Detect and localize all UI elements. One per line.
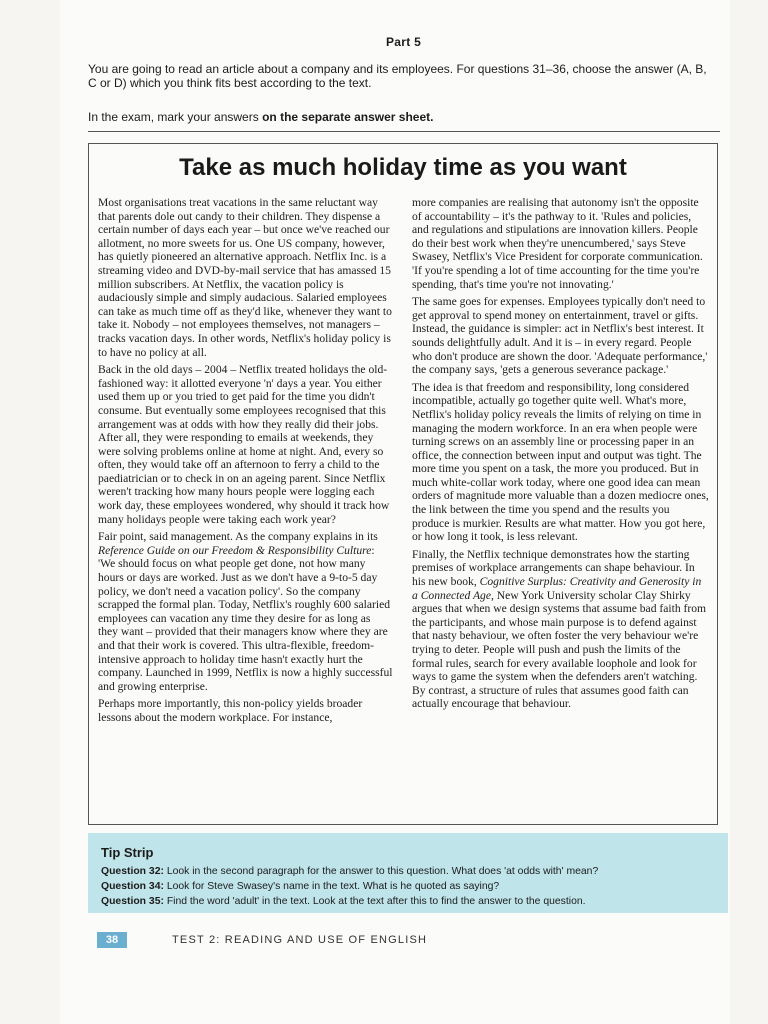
article-paragraph: Most organisations treat vacations in the same reluctant way that parents dole out candy to their children. They dispense a certain number of days each year – but once we've reached our allotment, no more sweets for us. One US company, however, has quietly pioneered an alternative approach. Netflix Inc. is a streaming video and DVD-by-mail service that has amassed 15 million subscribers. At Netflix, the vacation policy is audaciously simple and simply audacious. Salaried employees can take as much time off as they'd like, whenever they want to take it. Nobody – not employees themselves, not managers – tracks vacation days. In other words, Netflix's holiday policy is to have no policy at all. xyxy=(98,196,392,359)
tip-strip xyxy=(88,833,728,913)
tip-text: Look in the second paragraph for the answer to this question. What does 'at odds with' mean? xyxy=(163,866,599,877)
article-paragraph xyxy=(98,530,393,693)
paragraph-text: Finally, the Netflix technique demonstrates how the starting premises of workplace arrangements can shape behaviour. In his new book, xyxy=(412,547,695,589)
tip-item xyxy=(101,881,499,892)
paragraph-text: , New York University scholar Clay Shirky argues that when we design systems that assume bad faith from the participants, and whose main purpose is to defend against that nasty behaviour, we often foster the very behaviour we're trying to deter. People will push and push the limits of the formal rules, search for every available loophole and look for ways to game the system when the defenders aren't watching. By contrast, a structure of rules that assumes good faith can actually encourage that behaviour. xyxy=(412,588,707,711)
book-title: Reference Guide on our Freedom & Responsibility Culture xyxy=(98,543,372,557)
article-box xyxy=(88,143,718,825)
tip-strip-title: Tip Strip xyxy=(101,845,154,860)
article-paragraph: Perhaps more importantly, this non-policy yields broader lessons about the modern workplace. For instance, xyxy=(98,697,363,724)
page-number: 38 xyxy=(97,932,127,948)
article-title: Take as much holiday time as you want xyxy=(179,154,627,181)
article-column-left xyxy=(98,196,393,729)
divider xyxy=(88,131,720,132)
article-column-right xyxy=(412,196,709,715)
section-title: TEST 2: READING AND USE OF ENGLISH xyxy=(172,934,428,946)
book-title: Cognitive Surplus: Creativity and Generosity in a Connected Age xyxy=(412,575,702,602)
paragraph-text: : 'We should focus on what people get done, not how many hours or days are worked. Just as we don't have a 9-to-5 day policy, we don't need a vacation policy'. So the company scrapped the formal plan. Today, Netflix's roughly 600 salaried employees can vacation any time they desire for as long as they want – provided that their managers know where they are and that their work is covered. This ultra-flexible, freedom-intensive approach to holiday time hasn't exactly hurt the company. Launched in 1999, Netflix is now a highly successful and growing enterprise. xyxy=(98,543,393,693)
instruction-bold: on the separate answer sheet. xyxy=(262,110,434,124)
tip-question-label: Question 35: xyxy=(101,896,164,907)
article-paragraph: The idea is that freedom and responsibility, long considered incompatible, actually go together quite well. What's more, Netflix's holiday policy reveals the limits of relying on time in managing the modern workforce. In an era when people were turning screws on an assembly line or processing paper in an office, the connection between input and output was tight. The more time you spent on a task, the more you produced. But in much white-collar work today, where one good idea can mean orders of magnitude more valuable than a dozen mediocre ones, the link between the time you spend and the results you produce is murkier. Results are what matter. How you got here, or how long it took, is less relevant. xyxy=(412,380,709,544)
exam-instruction xyxy=(88,110,718,124)
article-paragraph: Back in the old days – 2004 – Netflix treated holidays the old-fashioned way: it allotted everyone 'n' days a year. You either used them up or you tried to get paid for the time you didn't consume. But eventually some employees recognised that this arrangement was at odds with how they really did their jobs. After all, they were responding to emails at weekends, they were solving problems online at home at night. And, every so often, they would take off an afternoon to ferry a child to the paediatrician or to check in on an ageing parent. Since Netflix weren't tracking how many hours people were logging each work day, these employees wondered, why should it track how many holidays people were taking each work year? xyxy=(98,363,390,526)
article-paragraph xyxy=(412,548,709,711)
tip-text: Look for Steve Swasey's name in the text. What is he quoted as saying? xyxy=(163,881,500,892)
paragraph-text: Fair point, said management. As the company explains in its xyxy=(98,530,378,544)
part-label: Part 5 xyxy=(386,35,422,49)
tip-text: Find the word 'adult' in the text. Look at the text after this to find the answer to the question. xyxy=(163,896,586,907)
tip-item xyxy=(101,896,586,907)
article-paragraph: more companies are realising that autonomy isn't the opposite of accountability – it's the pathway to it. 'Rules and policies, and regulations and stipulations are innovation killers. People do their best work when they're unencumbered,' says Steve Swasey, Netflix's Vice President for corporate communication. 'If you're spending a lot of time accounting for the time you're spending, that's time you're not innovating.' xyxy=(412,196,703,291)
intro-text: You are going to read an article about a company and its employees. For questions 31–36, choose the answer (A, B, C or D) which you think fits best according to the text. xyxy=(88,62,707,90)
article-paragraph: The same goes for expenses. Employees typically don't need to get approval to spend money on entertainment, travel or gifts. Instead, the guidance is simpler: act in Netflix's best interest. It sounds delightfully adult. And it is – in every regard. People who don't produce are shown the door. 'Adequate performance,' the company says, 'gets a generous severance package.' xyxy=(412,295,708,377)
tip-item xyxy=(101,866,598,877)
tip-question-label: Question 32: xyxy=(101,866,164,877)
tip-question-label: Question 34: xyxy=(101,881,164,892)
instruction-prefix: In the exam, mark your answers xyxy=(88,110,263,124)
